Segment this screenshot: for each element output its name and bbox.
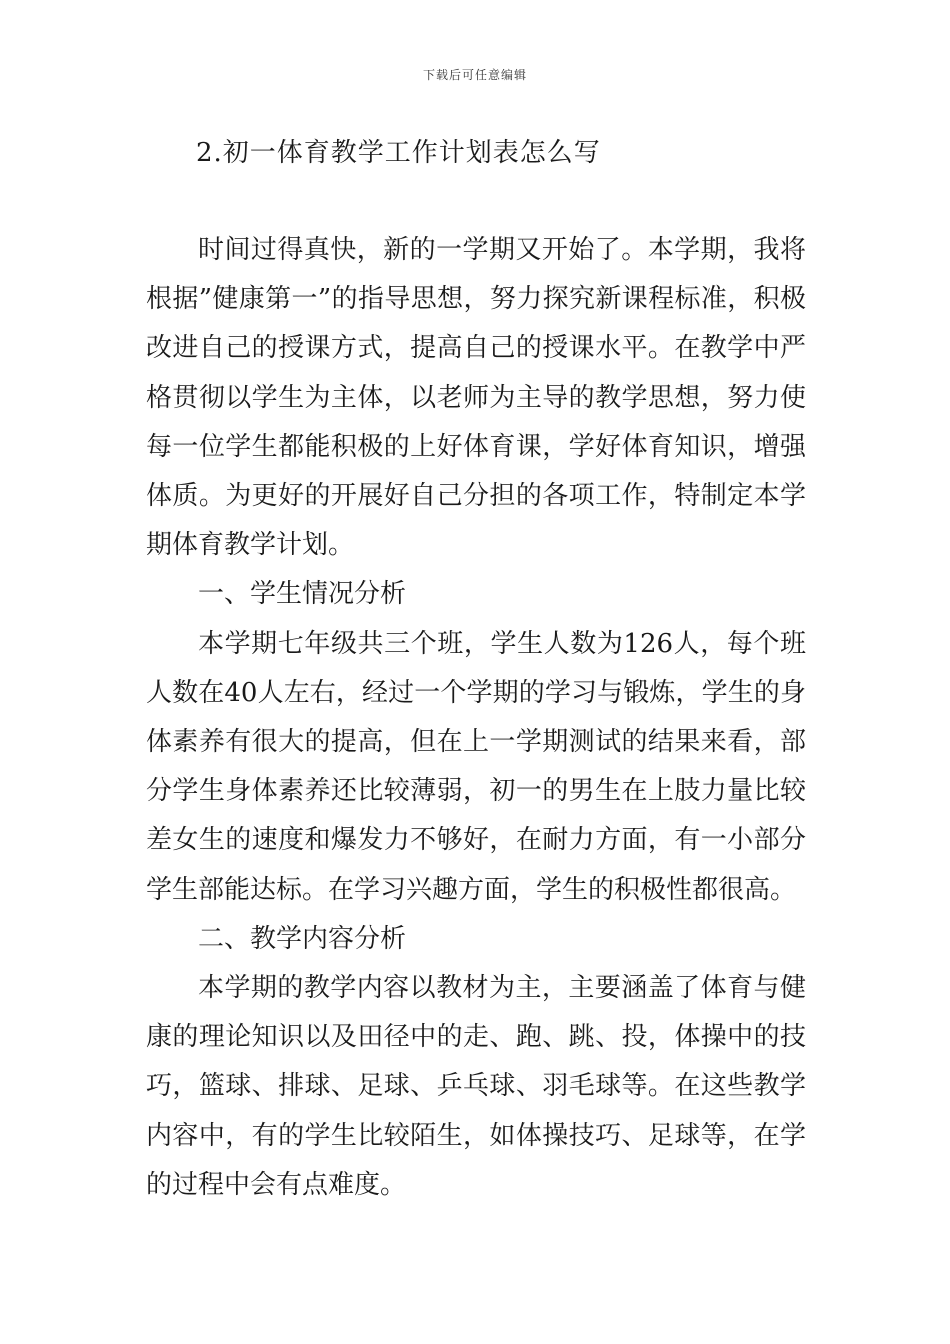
intro-paragraph: 时间过得真快，新的一学期又开始了。本学期，我将根据”健康第一”的指导思想，努力探究新课程标准，积极改进自己的授课方式，提高自己的授课水平。在教学中严格贯彻以学生为主体，以老师为主导的教学思想，努力使每一位学生都能积极的上好体育课，学好体育知识，增强体质。为更好的开展好自己分担的各项工作，特制定本学期体育教学计划。 [146,235,806,561]
section-heading-content-analysis: 二、教学内容分析 [198,923,407,954]
document-title: 2.初一体育教学工作计划表怎么写 [196,138,601,168]
student-analysis-paragraph: 本学期七年级共三个班，学生人数为126人，每个班人数在40人左右，经过一个学期的学习与锻炼，学生的身体素养有很大的提高，但在上一学期测试的结果来看，部分学生身体素养还比较薄弱，初一的男生在上肢力量比较差女生的速度和爆发力不够好，在耐力方面，有一小部分学生部能达标。在学习兴趣方面，学生的积极性都很高。 [146,628,806,905]
section-heading-student-analysis: 一、学生情况分析 [198,579,407,610]
content-analysis-paragraph: 本学期的教学内容以教材为主，主要涵盖了体育与健康的理论知识以及田径中的走、跑、跳、投，体操中的技巧，篮球、排球、足球、乒乓球、羽毛球等。在这些教学内容中，有的学生比较陌生，如体操技巧、足球等，在学的过程中会有点难度。 [146,973,806,1200]
document-body [146,226,806,1210]
page-header-note: 下载后可任意编辑 [422,68,527,82]
